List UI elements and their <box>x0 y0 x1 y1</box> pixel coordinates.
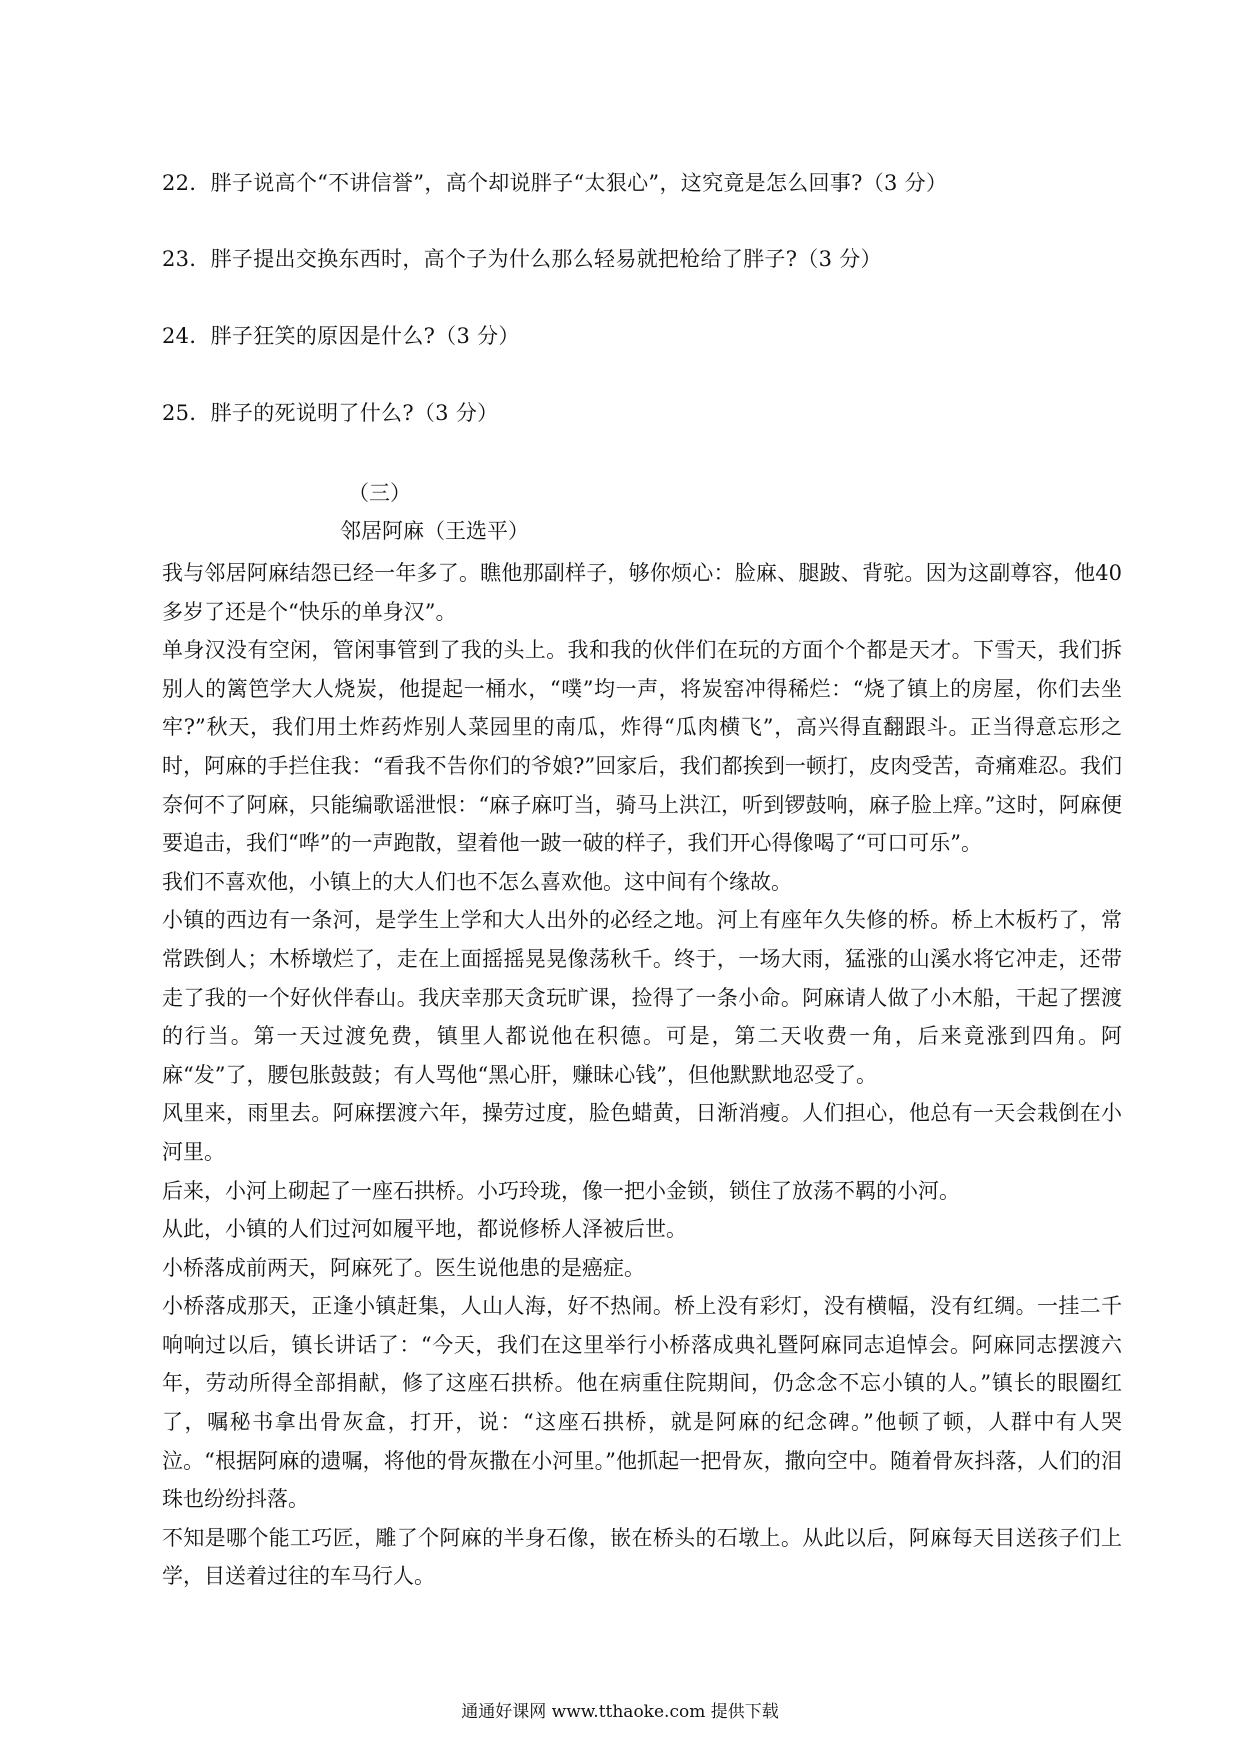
article-paragraph: 小桥落成前两天，阿麻死了。医生说他患的是癌症。 <box>162 1255 645 1280</box>
article-title: 邻居阿麻（王选平） <box>340 519 529 543</box>
article-paragraph: 我与邻居阿麻结怨已经一年多了。瞧他那副样子，够你烦心：脸麻、腿跛、背驼。因为这副尊容，他40 多岁了还是个“快乐的单身汉”。 <box>162 561 1122 624</box>
article-paragraph: 单身汉没有空闲，管闲事管到了我的头上。我和我的伙伴们在玩的方面个个都是天才。下雪天，我们拆别人的篱笆学大人烧炭，他提起一桶水，“噗”均一声，将炭窑冲得稀烂：“烧了镇上的房屋，你们去坐牢?”秋天，我们用土炸药炸别人菜园里的南瓜，炸得“瓜肉横飞”，高兴得直翻跟斗。正当得意忘形之时，阿麻的手拦住我：“看我不告你们的爷娘?”回家后，我们都挨到一顿打，皮肉受苦，奇痛难忍。我们奈何不了阿麻，只能编歌谣泄恨：“麻子麻叮当，骑马上洪江，听到锣鼓响，麻子脸上痒。”这时，阿麻便要追击，我们“哗”的一声跑散，望着他一跛一破的样子，我们开心得像喝了“可口可乐”。 <box>162 638 1122 856</box>
article-paragraph: 小镇的西边有一条河，是学生上学和大人出外的必经之地。河上有座年久失修的桥。桥上木板朽了，常常跌倒人；木桥墩烂了，走在上面摇摇晃晃像荡秋千。终于，一场大雨，猛涨的山溪水将它冲走，还带走了我的一个好伙伴春山。我庆幸那天贪玩旷课，捡得了一条小命。阿麻请人做了小木船，干起了摆渡的行当。第一天过渡免费，镇里人都说他在积德。可是，第二天收费一角，后来竟涨到四角。阿麻“发”了，腰包胀鼓鼓；有人骂他“黑心肝，赚昧心钱”，但他默默地忍受了。 <box>162 908 1122 1087</box>
question-23: 23．胖子提出交换东西时，高个子为什么那么轻易就把枪给了胖子?（3 分） <box>162 247 882 271</box>
question-24: 24．胖子狂笑的原因是什么?（3 分） <box>162 324 520 348</box>
article-paragraph: 我们不喜欢他，小镇上的大人们也不怎么喜欢他。这中间有个缘故。 <box>162 869 792 894</box>
article-paragraph: 风里来，雨里去。阿麻摆渡六年，操劳过度，脸色蜡黄，日渐消瘦。人们担心，他总有一天会栽倒在小河里。 <box>162 1101 1122 1164</box>
article-paragraph: 小桥落成那天，正逢小镇赶集，人山人海，好不热闹。桥上没有彩灯，没有横幅，没有红绸。一挂二千响响过以后，镇长讲话了：“今天，我们在这里举行小桥落成典礼暨阿麻同志追悼会。阿麻同志摆渡六年，劳动所得全部捐献，修了这座石拱桥。他在病重住院期间，仍念念不忘小镇的人。”镇长的眼圈红了，嘱秘书拿出骨灰盒，打开，说：“这座石拱桥，就是阿麻的纪念碑。”他顿了顿，人群中有人哭泣。“根据阿麻的遗嘱，将他的骨灰撒在小河里。”他抓起一把骨灰，撒向空中。随着骨灰抖落，人们的泪珠也纷纷抖落。 <box>162 1294 1122 1512</box>
article-paragraph: 从此，小镇的人们过河如履平地，都说修桥人泽被后世。 <box>162 1217 687 1242</box>
question-22: 22．胖子说高个“不讲信誉”，高个却说胖子“太狠心”，这究竟是怎么回事?（3 分） <box>162 171 948 195</box>
page-footer: 通通好课网 www.tthaoke.com 提供下载 <box>461 1702 779 1722</box>
article-paragraph: 后来，小河上砌起了一座石拱桥。小巧玲珑，像一把小金锁，锁住了放荡不羁的小河。 <box>162 1178 960 1203</box>
question-25: 25．胖子的死说明了什么?（3 分） <box>162 401 499 425</box>
article-body <box>162 554 1122 1596</box>
article-paragraph: 不知是哪个能工巧匠，雕了个阿麻的半身石像，嵌在桥头的石墩上。从此以后，阿麻每天目送孩子们上学，目送着过往的车马行人。 <box>162 1525 1122 1589</box>
section-number: （三） <box>348 481 411 505</box>
